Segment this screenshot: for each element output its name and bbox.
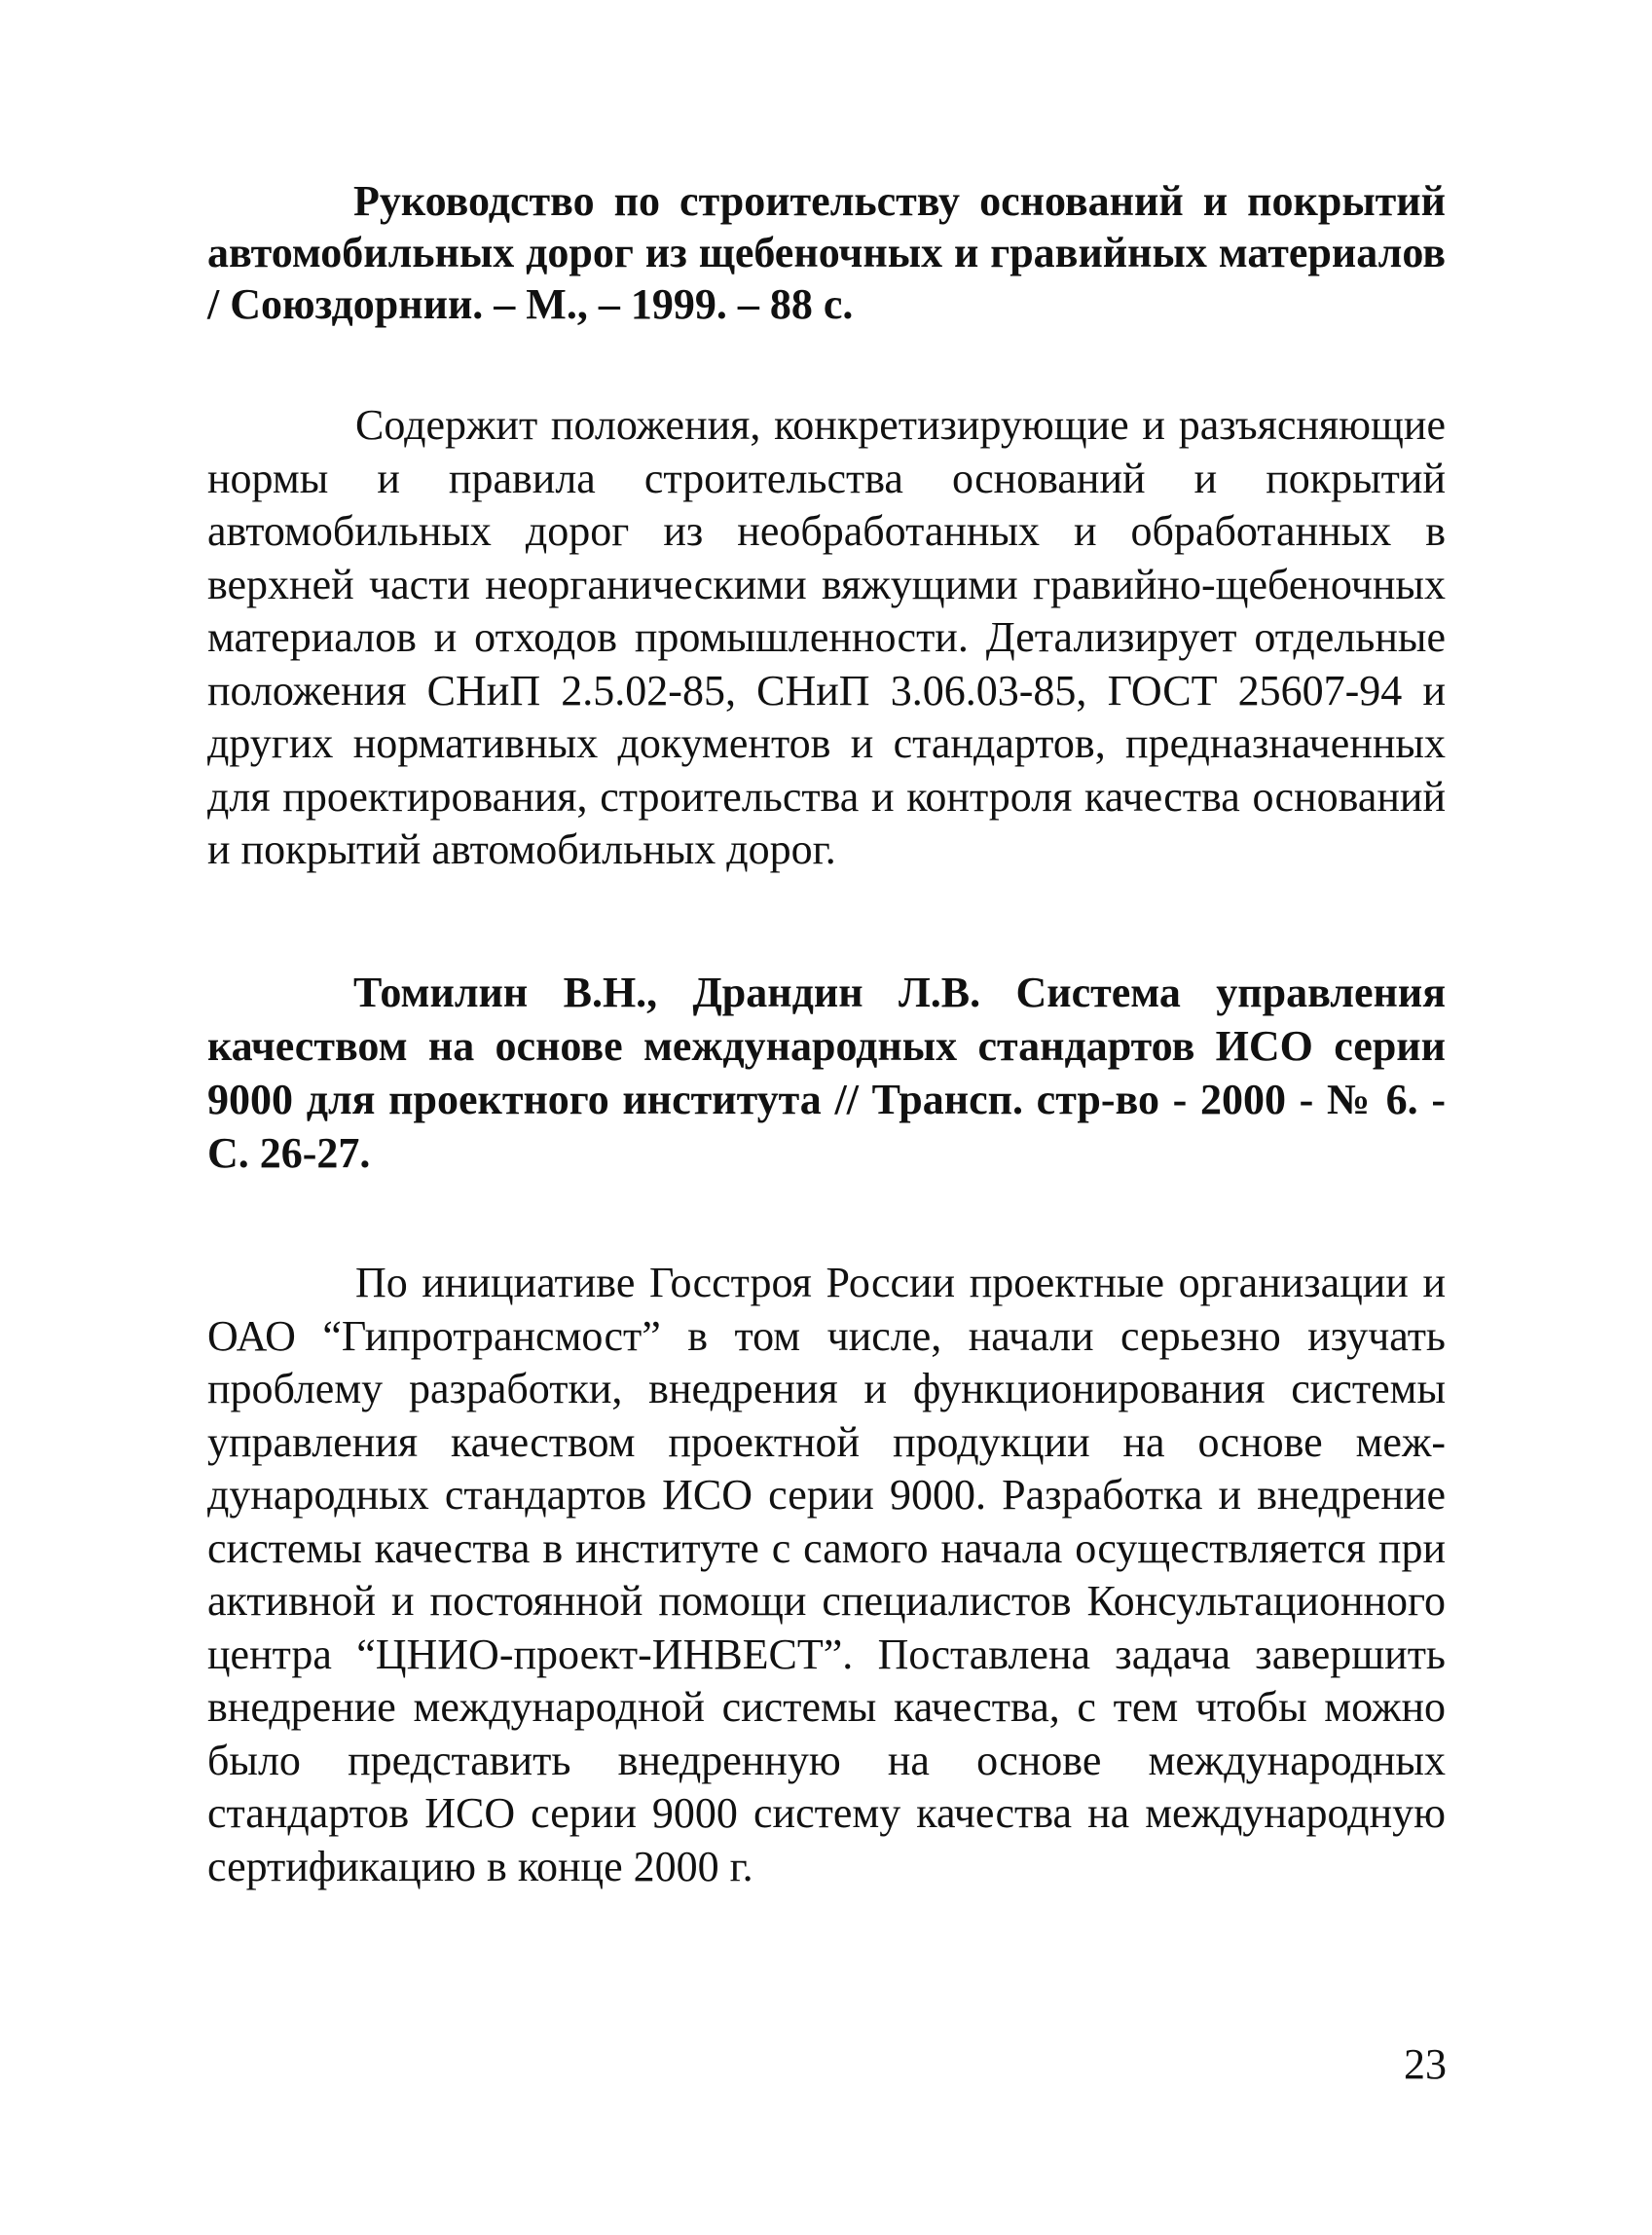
bibliography-entry xyxy=(207,175,1446,877)
bibliography-entry xyxy=(207,966,1446,1893)
page-number: 23 xyxy=(1404,2040,1447,2088)
entry-heading: Руководство по строительству оснований и покрытий автомобильных дорог из щебеночных и гравийных материалов / Союздорнии. – М., – 1999. – 88 с. xyxy=(207,177,1446,328)
entry-heading: Томилин В.Н., Драндин Л.В. Система управления качеством на основе международных стандартов ИСО серии 9000 для проектного института // Трансп. стр-во - 2000 - № 6. - С. 26-27. xyxy=(207,969,1446,1177)
entry-abstract: Содержит положения, конкретизирующие и разъясняющие нормы и правила строительства оснований и покрытий автомобильных дорог из необработанных и обработанных в верхней части неорганическими вяжущими гравийно-щебеночных материалов и отходов промышленности. Детализирует отдельные положения СНиП 2.5.02-85, СНиП 3.06.03-85, ГОСТ 25607-94 и других нормативных документов и стандартов, предназначенных для проектирования, строительства и контроля качества оснований и покрытий автомобильных дорог. xyxy=(207,401,1446,873)
entry-abstract: По инициативе Госстроя России проектные организации и ОАО “Гипротрансмост” в том числе, начали серьезно изучать проблему разработки, внедрения и функционирования системы управления качеством проектной продукции на основе международных стандартов ИСО серии 9000. Разработка и внедрение системы качества в институте с самого начала осуществляется при активной и постоянной помощи специалистов Консультационного центра “ЦНИО-проект-ИНВЕСТ”. Поставлена задача завершить внедрение международной системы качества, с тем чтобы можно было представить внедренную на основе международных стандартов ИСО серии 9000 систему качества на международную сертификацию в конце 2000 г. xyxy=(207,1259,1446,1890)
